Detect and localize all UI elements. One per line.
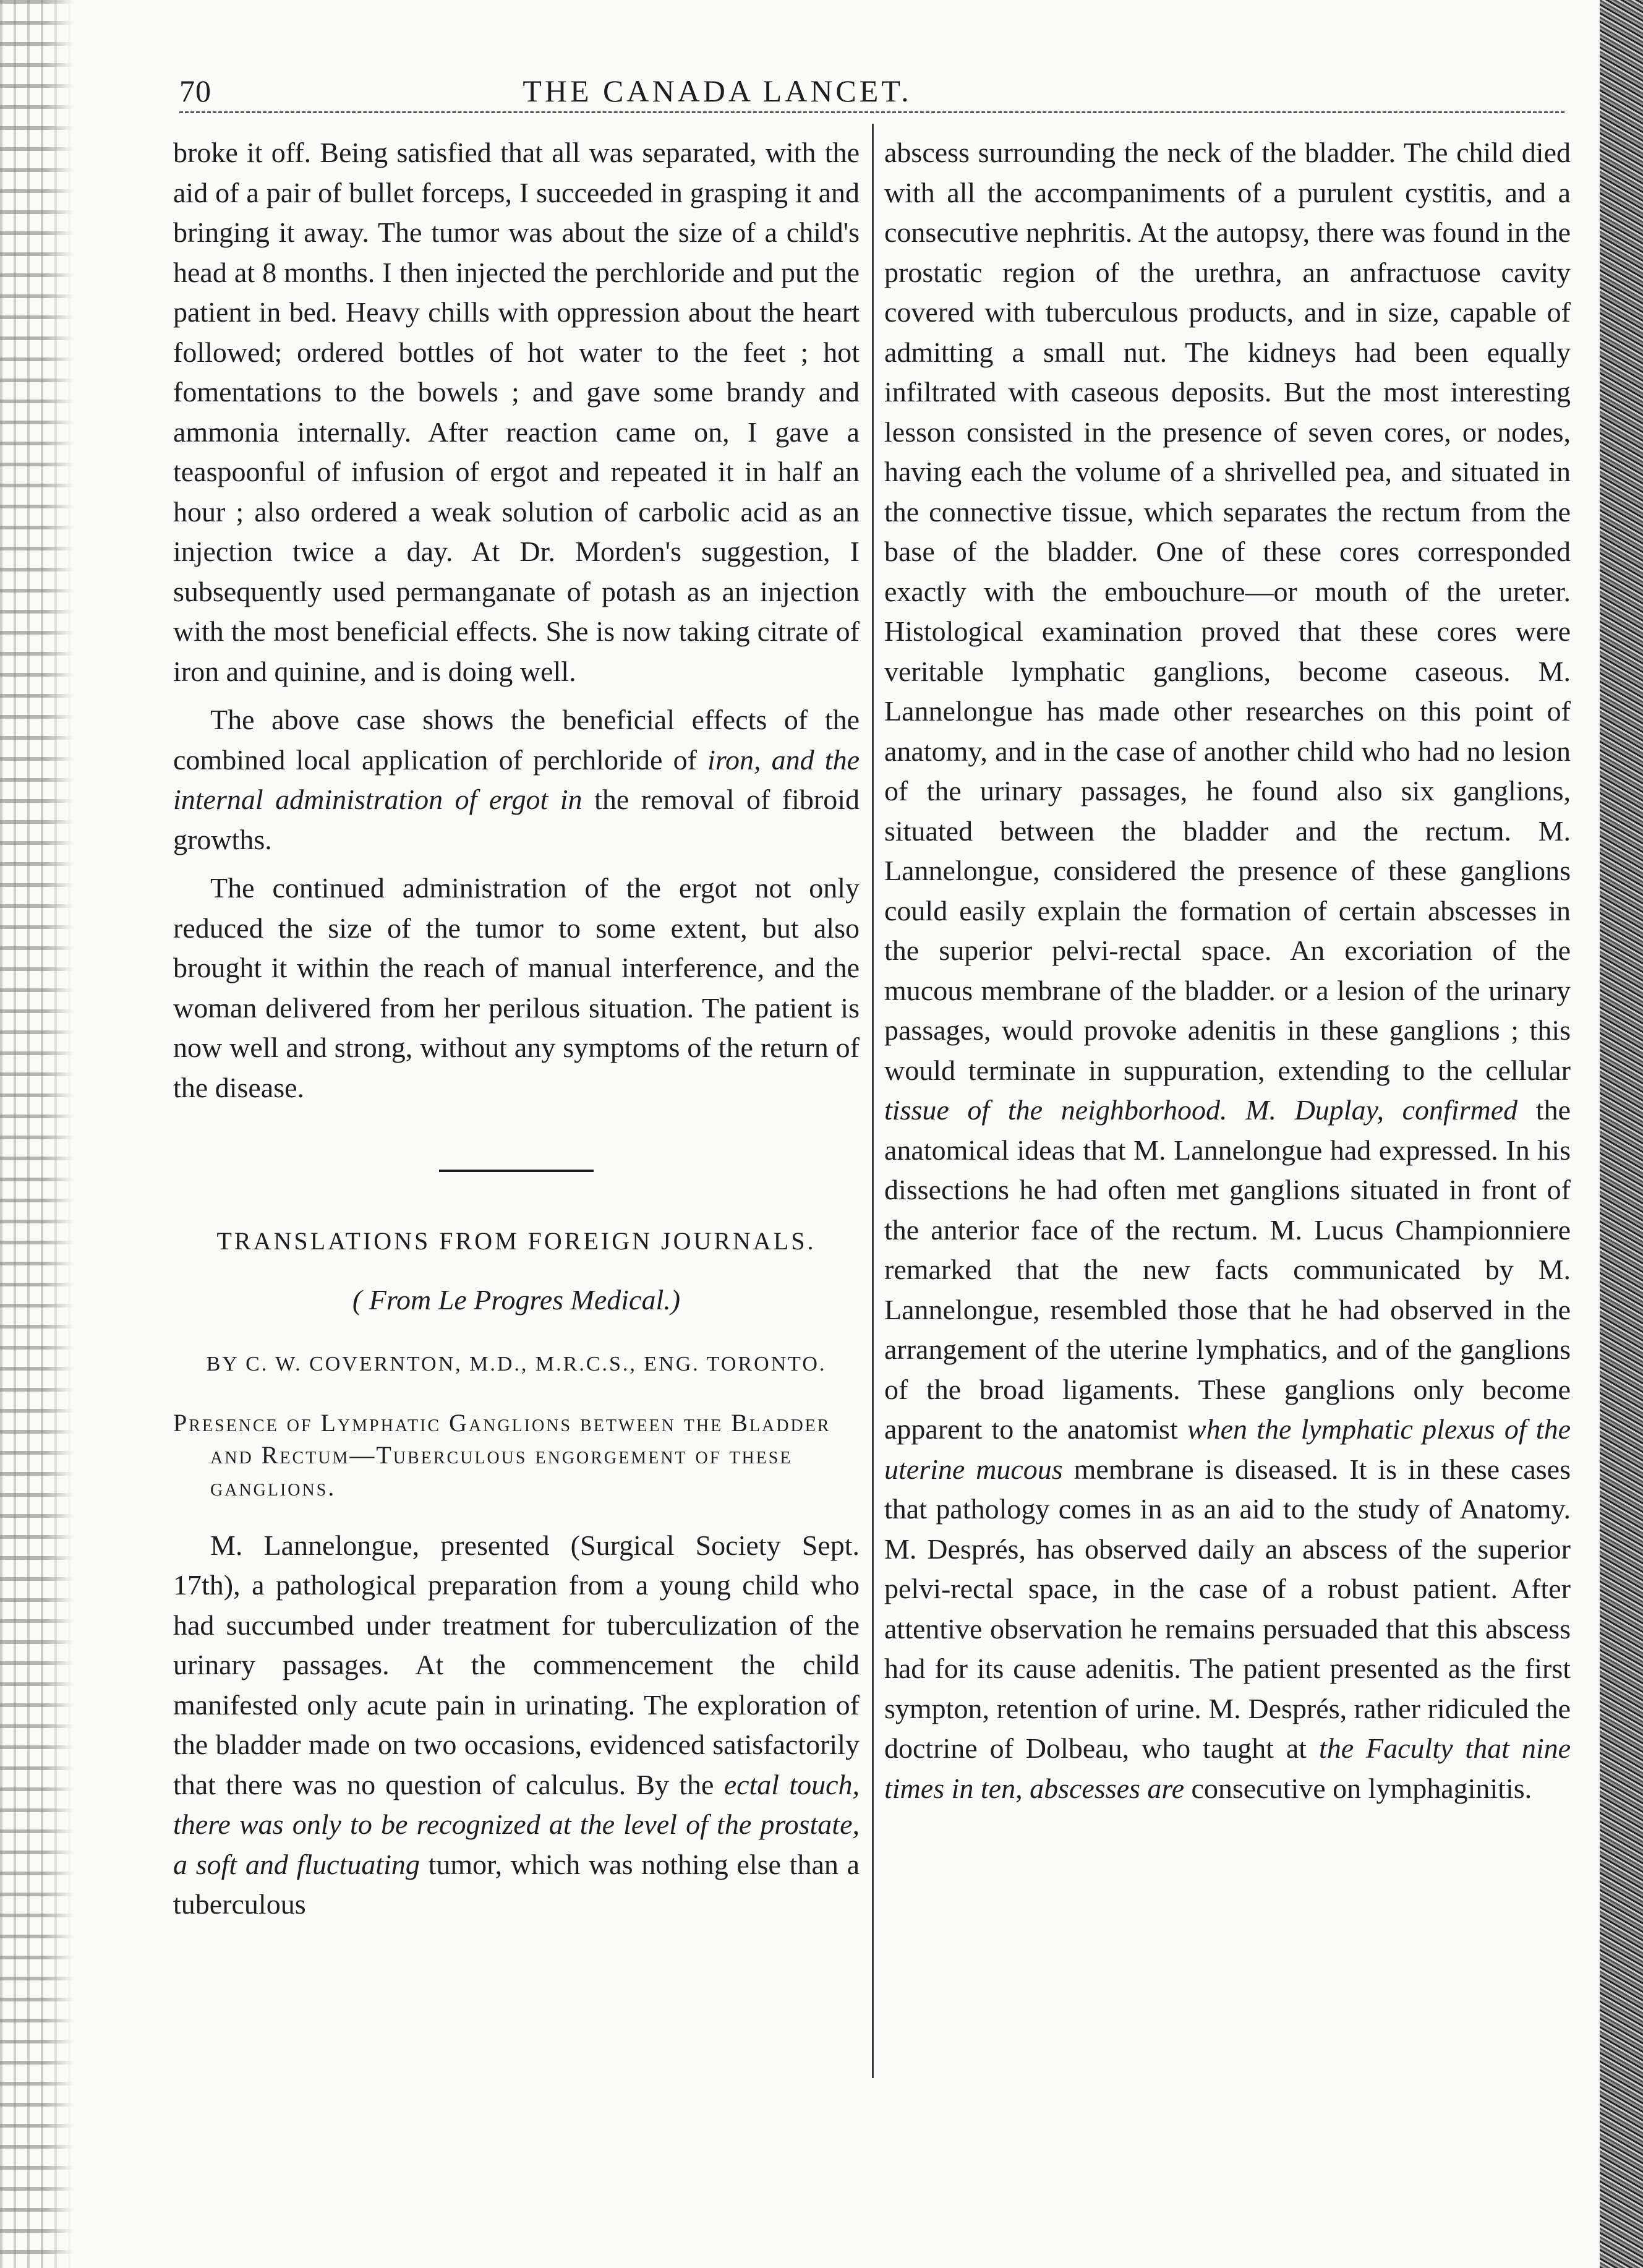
page-header bbox=[179, 73, 1255, 116]
right-paragraph-italic-2: when the lymphatic plexus of the uterine mucous bbox=[884, 1413, 1571, 1485]
column-divider bbox=[872, 124, 874, 2078]
paragraph-4-italic: ectal touch, there was only to be recognized at the level of the prostate, a soft and fluctuating bbox=[173, 1768, 860, 1880]
paragraph-4-end: tumor, which was nothing else than a tuberculous bbox=[173, 1848, 860, 1920]
right-paragraph-italic-3: the Faculty that nine times in ten, abscesses are bbox=[884, 1732, 1571, 1804]
section-heading: TRANSLATIONS FROM FOREIGN JOURNALS. bbox=[216, 1227, 816, 1255]
paragraph-4 bbox=[173, 1526, 860, 1925]
paragraph-2-end: the removal of fibroid growths. bbox=[173, 784, 860, 855]
byline: BY C. W. COVERNTON, M.D., M.R.C.S., ENG. TORONTO. bbox=[206, 1353, 827, 1376]
left-column bbox=[173, 133, 860, 1925]
paragraph-2 bbox=[173, 700, 860, 860]
right-paragraph-end: membrane is diseased. It is in these cases that pathology comes in as an aid to the study of Anatomy. M. Després, has observed daily an abscess of the superior pelvi-rectal space, in the case of a robust patient. After attentive observation he remains persuaded that this abscess had for its cause adenitis. The patient presented as the first sympton, retention of urine. M. Després, rather ridiculed the doctrine of Dolbeau, who taught at bbox=[884, 1453, 1571, 1764]
right-paragraph-italic: tissue of the neighborhood. M. Duplay, confirmed bbox=[884, 1094, 1518, 1126]
book-edge bbox=[1600, 0, 1643, 2268]
right-column bbox=[884, 133, 1571, 1808]
article-title: Presence of Lymphatic Ganglions between the Bladder and Rectum—Tuberculous engorgement of these ganglions. bbox=[173, 1408, 831, 1501]
right-paragraph-start: abscess surrounding the neck of the bladder. The child died with all the accompaniments of a purulent cystitis, and a consecutive nephritis. At the autopsy, there was found in the prostatic region of the urethra, an anfractuose cavity covered with tuberculous products, and in size, capable of admitting a small nut. The kidneys had been equally infiltrated with caseous deposits. But the most interesting lesson consisted in the presence of seven cores, or nodes, having each the volume of a shrivelled pea, and situated in the connective tissue, which separates the rectum from the base of the bladder. One of these cores corresponded exactly with the embouchure—or mouth of the ureter. Histological examination proved that these cores were veritable lymphatic ganglions, become caseous. M. Lannelongue has made other researches on this point of anatomy, and in the case of another child who had no lesion of the urinary passages, he found also six ganglions, situated between the bladder and the rectum. M. Lannelongue, considered the presence of these ganglions could easily explain the formation of certain abscesses in the superior pelvi-rectal space. An excoriation of the mucous membrane of the bladder. or a lesion of the urinary passages, would provoke adenitis in these ganglions ; this would terminate in suppuration, extending to the cellular bbox=[884, 137, 1571, 1086]
right-paragraph-tail: consecutive on lymphaginitis. bbox=[1191, 1772, 1532, 1804]
paragraph-3: The continued administration of the ergot not only reduced the size of the tumor to some extent, but also brought it within the reach of manual interference, and the woman delivered from her perilous situation. The patient is now well and strong, without any symptoms of the return of the disease. bbox=[173, 872, 860, 1103]
right-paragraph-middle: the anatomical ideas that M. Lannelongue had expressed. In his dissections he had often met ganglions situated in front of the anterior face of the rectum. M. Lucus Championniere remarked that the new facts communicated by M. Lannelongue, resembled those that he had observed in the arrangement of the uterine lymphatics, and of the ganglions of the broad ligaments. These ganglions only become apparent to the anatomist bbox=[884, 1094, 1571, 1445]
paragraph-right bbox=[884, 133, 1571, 1808]
paragraph-4-start: M. Lannelongue, presented (Surgical Society Sept. 17th), a pathological preparation from a young child who had succumbed under treatment for tuberculization of the urinary passages. At the commencement the child manifested only acute pain in urinating. The exploration of the bladder made on two occasions, evidenced satisfactorily that there was no question of calculus. By the bbox=[173, 1529, 860, 1800]
page-number: 70 bbox=[179, 74, 211, 108]
source-line: ( From Le Progres Medical.) bbox=[352, 1283, 681, 1316]
paragraph-2-start: The above case shows the beneficial effects of the combined local application of perchloride of bbox=[173, 704, 860, 776]
header-rule bbox=[179, 111, 1564, 113]
section-divider bbox=[439, 1170, 594, 1172]
paragraph-2-italic: iron, and the internal administration of ergot in bbox=[173, 743, 860, 815]
paragraph-continued: broke it off. Being satisfied that all was separated, with the aid of a pair of bullet forceps, I succeeded in grasping it and bringing it away. The tumor was about the size of a child's head at 8 months. I then injected the perchloride and put the patient in bed. Heavy chills with oppression about the heart followed; ordered bottles of hot water to the feet ; hot fomentations to the bowels ; and gave some brandy and ammonia internally. After reaction came on, I gave a teaspoonful of infusion of ergot and repeated it in half an hour ; also ordered a weak solution of carbolic acid as an injection twice a day. At Dr. Morden's suggestion, I subsequently used permanganate of potash as an injection with the most beneficial effects. She is now taking citrate of iron and quinine, and is doing well. bbox=[173, 137, 860, 687]
running-title: THE CANADA LANCET. bbox=[523, 74, 912, 108]
scan-margin-noise bbox=[0, 0, 74, 2268]
